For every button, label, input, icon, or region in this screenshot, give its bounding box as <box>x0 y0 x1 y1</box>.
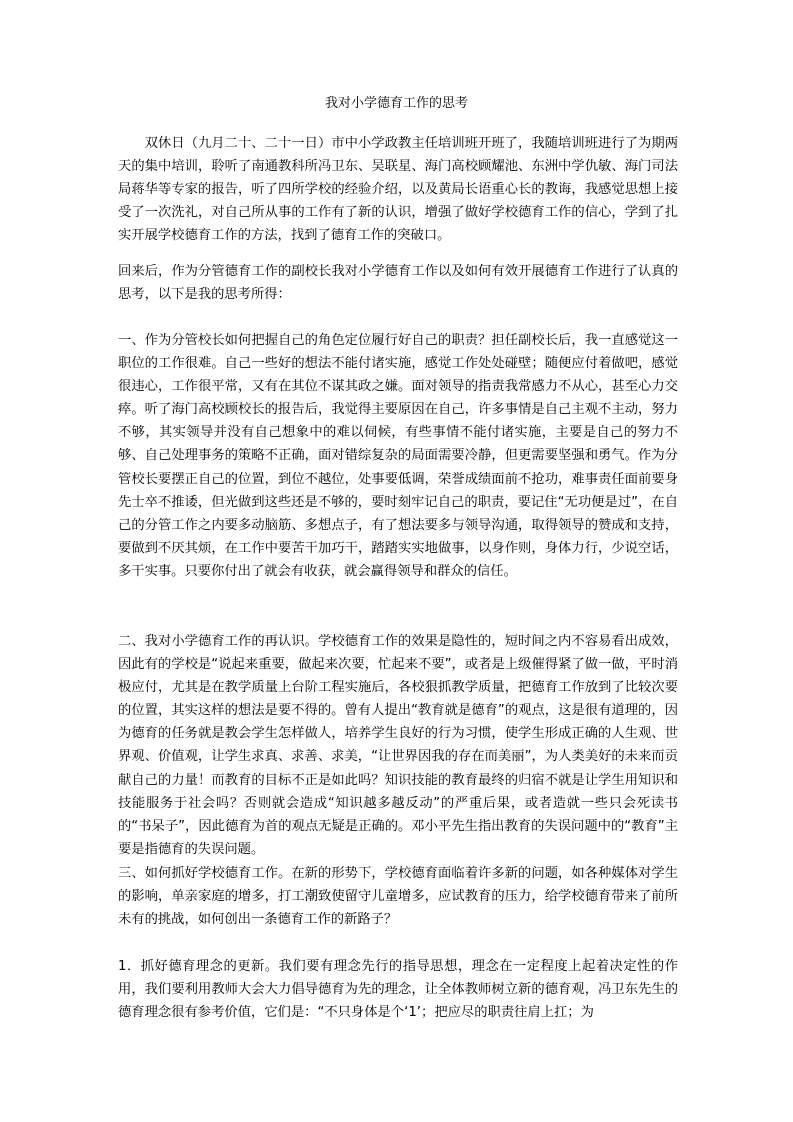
paragraph-item-one: 1．抓好德育理念的更新。我们要有理念先行的指导思想，理念在一定程度上起着决定性的作用，我们要利用教师大会大力倡导德育为先的理念，让全体教师树立新的德育观，冯卫东先生的德育理念很有参考价值，它们是：“不只身体是个‘1’；把应尽的职责往肩上扛；为 <box>118 959 678 1021</box>
document-title: 我对小学德育工作的思考 <box>324 96 468 111</box>
paragraph-section-three: 三、如何抓好学校德育工作。在新的形势下，学校德育面临着许多新的问题，如各种媒体对学生的影响，单亲家庭的增多，打工潮致使留守儿童增多，应试教育的压力，给学校德育带来了前所未有的挑战，如何创出一条德育工作的新路子？ <box>118 866 678 928</box>
paragraph-section-one: 一、作为分管校长如何把握自己的角色定位履行好自己的职责？担任副校长后，我一直感觉这一职位的工作很难。自己一些好的想法不能付诸实施，感觉工作处处碰壁；随便应付着做吧，感觉很违心，工作很平常，又有在其位不谋其政之嫌。面对领导的指责我常感力不从心，甚至心力交瘁。听了海门高校顾校长的报告后，我觉得主要原因在自己，许多事情是自己主观不主动，努力不够，其实领导并没有自己想象中的难以伺候，有些事情不能付诸实施，主要是自己的努力不够、自己处理事务的策略不正确，面对错综复杂的局面需要冷静，但更需要坚强和勇气。作为分管校长要摆正自己的位置，到位不越位，处事要低调，荣誉成绩面前不抢功，难事责任面前要身先士卒不推诿，但光做到这些还是不够的，要时刻牢记自己的职责，要记住“无功便是过”，在自己的分管工作之内要多动脑筋、多想点子，有了想法要多与领导沟通，取得领导的赞成和支持，要做到不厌其烦，在工作中要苦干加巧干，踏踏实实地做事，以身作则，身体力行，少说空话，多干实事。只要你付出了就会有收获，就会赢得领导和群众的信任。 <box>118 333 678 579</box>
paragraph-reflection-intro: 回来后，作为分管德育工作的副校长我对小学德育工作以及如何有效开展德育工作进行了认真的思考，以下是我的思考所得： <box>118 264 678 303</box>
paragraph-section-two: 二、我对小学德育工作的再认识。学校德育工作的效果是隐性的，短时间之内不容易看出成效，因此有的学校是“说起来重要，做起来次要，忙起来不要”，或者是上级催得紧了做一做，平时消极应付，尤其是在教学质量上台阶工程实施后，各校狠抓教学质量，把德育工作放到了比较次要的位置，其实这样的想法是要不得的。曾有人提出“教育就是德育”的观点，这是很有道理的，因为德育的任务就是教会学生怎样做人，培养学生良好的行为习惯，使学生形成正确的人生观、世界观、价值观，让学生求真、求善、求美，“让世界因我的存在而美丽”，为人类美好的未来而贡献自己的力量！而教育的目标不正是如此吗？知识技能的教育最终的归宿不就是让学生用知识和技能服务于社会吗？否则就会造成“知识越多越反动”的严重后果，或者造就一些只会死读书的“书呆子”，因此德育为首的观点无疑是正确的。邓小平先生指出教育的失误问题中的“教育”主要是指德育的失误问题。 <box>118 634 678 857</box>
paragraph-intro: 双休日（九月二十、二十一日）市中小学政教主任培训班开班了，我随培训班进行了为期两天的集中培训，聆听了南通教科所冯卫东、吴联星、海门高校顾耀池、东洲中学仇敏、海门司法局蒋华等专家的报告，听了四所学校的经验介绍，以及黄局长语重心长的教诲，我感觉思想上接受了一次洗礼，对自己所从事的工作有了新的认识，增强了做好学校德育工作的信心，学到了扎实开展学校德育工作的方法，找到了德育工作的突破口。 <box>118 136 678 244</box>
